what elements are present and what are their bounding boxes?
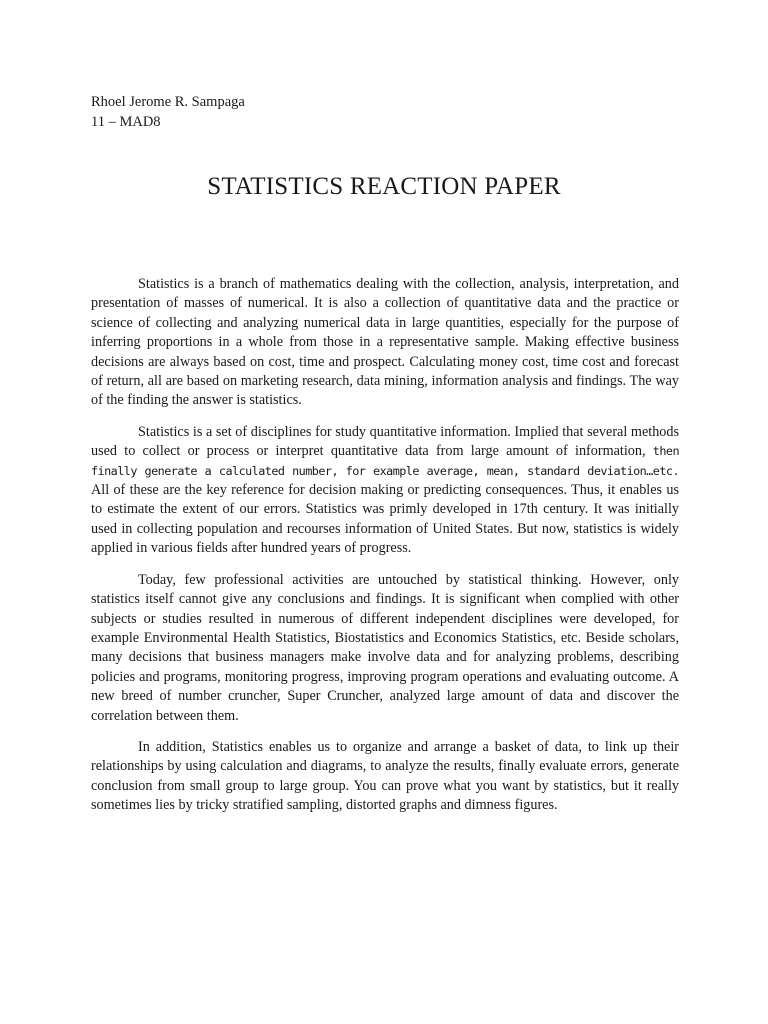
paragraph-1: Statistics is a branch of mathematics dealing with the collection, analysis, interpretation, and presentation of masses of numerical. It is also a collection of quantitative data and the practice or science of collecting and analyzing numerical data in large quantities, especially for the purpose of inferring proportions in a whole from those in a representative sample. Making effective business decisions are always based on cost, time and prospect. Calculating money cost, time cost and forecast of return, all are based on marketing research, data mining, information analysis and findings. The way of the finding the answer is statistics.	[91, 276, 679, 409]
paragraph-2-part-2: All of these are the key reference for decision making or predicting consequences. Thus, it enables us to estimate the extent of our errors. Statistics was primly developed in 17th century. It was initially used in collecting population and recourses information of United States. But now, statistics is widely applied in various fields after hundred years of progress.	[91, 482, 679, 557]
section-label: 11 – MAD8	[91, 114, 161, 130]
document-title: STATISTICS REACTION PAPER	[207, 173, 561, 200]
paragraph-2-part-1: Statistics is a set of disciplines for study quantitative information. Implied that several methods used to collect or process or interpret quantitative data from large amount of information,	[91, 423, 679, 460]
document-header	[91, 92, 245, 132]
paragraph-3: Today, few professional activities are untouched by statistical thinking. However, only statistics itself cannot give any conclusions and findings. It is significant when complied with other subjects or studies resulted in numerous of different independent disciplines were developed, for example Environmental Health Statistics, Biostatistics and Economics Statistics, etc. Beside scholars, many decisions that business managers make involve data and for analyzing problems, describing policies and programs, monitoring progress, improving program operations and evaluating outcome. A new breed of number cruncher, Super Cruncher, analyzed large amount of data and discover the correlation between them.	[91, 571, 679, 724]
paragraph-2-mono-phrase: then finally generate a calculated number, for example average, mean, standard deviation…etc.	[91, 444, 679, 478]
paragraph-4: In addition, Statistics enables us to organize and arrange a basket of data, to link up their relationships by using calculation and diagrams, to analyze the results, finally evaluate errors, generate conclusion from small group to large group. You can prove what you want by statistics, but it really sometimes lies by tricky stratified sampling, distorted graphs and dimness figures.	[91, 738, 679, 814]
document-body	[91, 275, 679, 828]
author-name: Rhoel Jerome R. Sampaga	[91, 94, 245, 110]
paragraph-2	[91, 423, 679, 559]
